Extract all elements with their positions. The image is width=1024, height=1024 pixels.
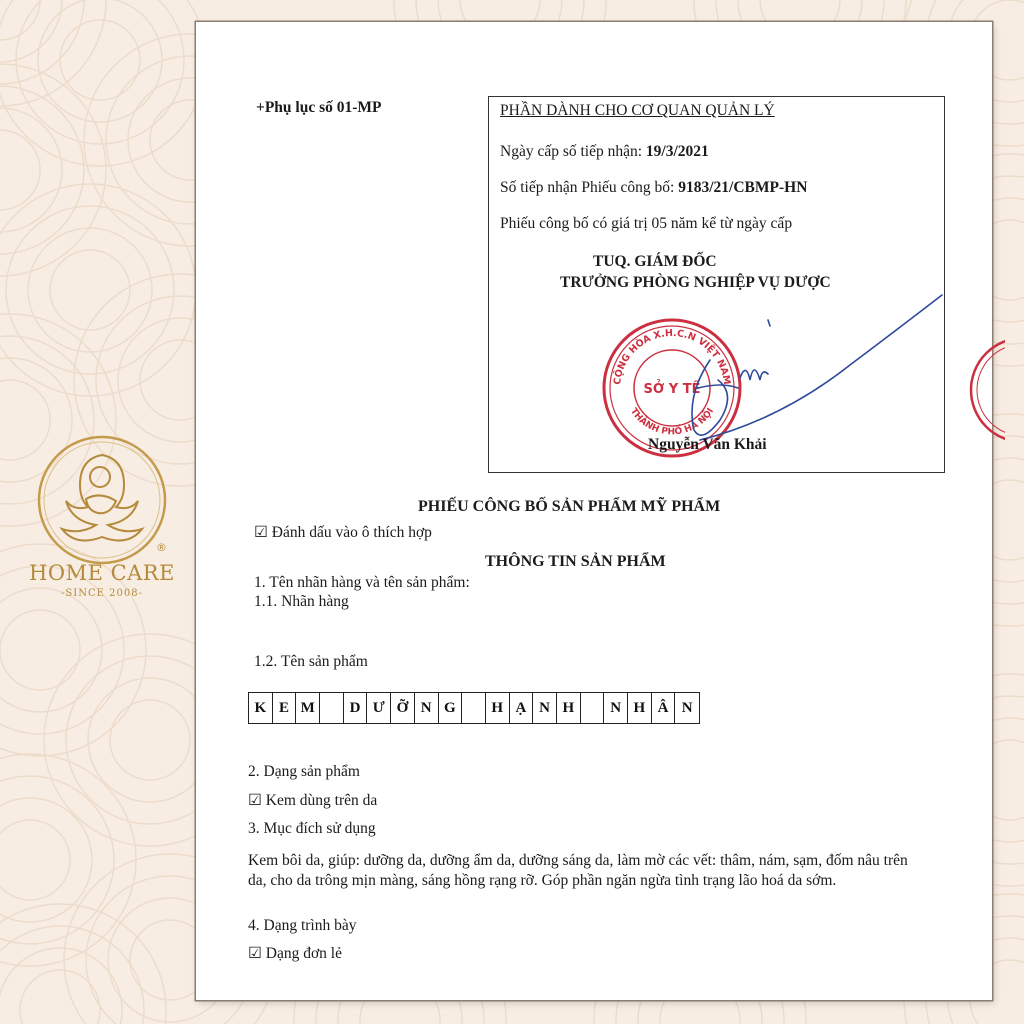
receipt-number-line [500,179,807,197]
letter-box: Â [652,693,676,723]
letter-box: G [439,693,463,723]
letter-box: H [628,693,652,723]
question-2-answer-line [248,792,377,810]
receipt-date-label: Ngày cấp số tiếp nhận: [500,143,643,160]
letter-box: D [344,693,368,723]
letter-box: N [415,693,439,723]
question-2: 2. Dạng sản phẩm [248,763,360,780]
checked-box-icon: ☑ [254,524,268,541]
question-4-answer-line [248,945,342,963]
signer-title-1: TUQ. GIÁM ĐỐC [593,253,717,270]
stamp-ring-text: CỘNG HÒA X.H.C.N VIỆT NAM [612,327,733,386]
annex-label: +Phụ lục số 01-MP [256,99,382,116]
letter-box [462,693,486,723]
receipt-date-value: 19/3/2021 [645,143,709,160]
checkbox-note-line [254,524,432,542]
letter-box: Ư [367,693,391,723]
question-1: 1. Tên nhãn hàng và tên sản phẩm: [254,574,470,591]
question-3: 3. Mục đích sử dụng [248,820,376,837]
validity-text: Phiếu công bố có giá trị 05 năm kể từ ngày cấp [500,215,793,232]
checked-box-icon: ☑ [248,792,262,809]
checkbox-note: Đánh dấu vào ô thích hợp [271,524,432,541]
brand-since: -SINCE 2008- [61,588,143,599]
letter-box: E [273,693,297,723]
letter-box: N [681,699,693,716]
signer-name: Nguyễn Văn Khải [648,436,767,453]
section-title: THÔNG TIN SẢN PHẨM [485,553,666,570]
receipt-date-line [500,143,709,161]
letter-box: Ỡ [391,693,415,723]
letter-box: H [557,693,581,723]
receipt-number-label: Số tiếp nhận Phiếu công bố: [500,179,675,196]
registered-mark: ® [156,541,167,554]
question-1-1: 1.1. Nhãn hàng [254,593,349,610]
admin-box-heading: PHẦN DÀNH CHO CƠ QUAN QUẢN LÝ [500,102,775,119]
letter-box: N [604,693,628,723]
stamp-bottom-text: THÀNH PHỐ HÀ NỘI [627,406,717,438]
letter-box: H [486,693,510,723]
handwritten-signature [640,290,950,460]
brand-name: HOME CARE [29,561,175,585]
letter-box: M [296,693,320,723]
partial-stamp [965,335,1005,445]
question-3-answer: Kem bôi da, giúp: dưỡng da, dưỡng ẩm da, dưỡng sáng da, làm mờ các vết: thâm, nám, sạm, đốm nâu trên da, cho da trông mịn màng, sáng hồng rạng rỡ. Góp phần ngăn ngừa tình trạng lão hoá da sớm. [248,852,908,889]
product-name-boxes [248,692,700,724]
letter-box: Ạ [510,693,534,723]
question-4: 4. Dạng trình bày [248,917,357,934]
stamp-center-text: SỞ Y TẾ [643,382,701,397]
question-1-2: 1.2. Tên sản phẩm [254,653,368,670]
question-2-answer: Kem dùng trên da [265,792,378,809]
signer-title-2: TRƯỞNG PHÒNG NGHIỆP VỤ DƯỢC [560,274,831,291]
letter-box [581,693,605,723]
receipt-number-value: 9183/21/CBMP-HN [678,179,808,196]
question-4-answer: Dạng đơn lẻ [265,945,342,962]
document-title: PHIẾU CÔNG BỐ SẢN PHẨM MỸ PHẨM [418,498,721,515]
letter-box: K [249,693,273,723]
checked-box-icon: ☑ [248,945,262,962]
letter-box: N [533,693,557,723]
letter-box [320,693,344,723]
